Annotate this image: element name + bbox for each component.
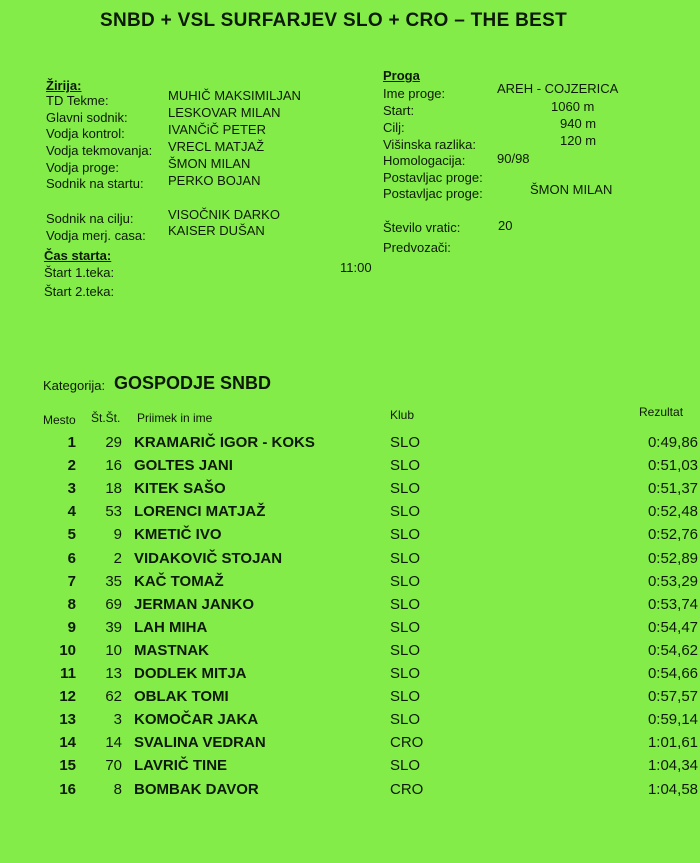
place-cell: 14	[59, 734, 76, 752]
bib-cell: 2	[113, 549, 122, 567]
table-row	[0, 781, 700, 803]
jury-label: Vodja tekmovanja:	[46, 143, 153, 158]
result-cell: 0:54,62	[647, 641, 698, 659]
club-cell: SLO	[390, 457, 421, 475]
club-cell: SLO	[390, 665, 421, 682]
course-finish-label: Cilj:	[383, 120, 405, 135]
jury-value: LESKOVAR MILAN	[168, 105, 281, 120]
course-gates-value: 20	[498, 218, 513, 233]
club-cell: CRO	[390, 780, 424, 798]
name-cell: BOMBAK DAVOR	[134, 780, 259, 798]
place-cell: 6	[67, 549, 76, 567]
place-cell: 10	[59, 641, 76, 659]
bib-cell: 8	[113, 780, 122, 798]
club-cell: SLO	[390, 480, 421, 498]
bib-cell: 70	[105, 757, 122, 775]
result-cell: 0:52,48	[647, 503, 698, 521]
table-row	[0, 573, 700, 595]
result-cell: 0:49,86	[647, 434, 698, 451]
bib-cell: 35	[105, 572, 122, 590]
table-row	[0, 619, 700, 641]
bib-cell: 39	[105, 618, 122, 636]
name-cell: SVALINA VEDRAN	[134, 734, 266, 752]
col-header-bib: Št.Št.	[91, 411, 121, 425]
bib-cell: 14	[105, 734, 122, 752]
name-cell: LORENCI MATJAŽ	[134, 503, 266, 521]
club-cell: SLO	[390, 526, 421, 544]
name-cell: JERMAN JANKO	[134, 595, 255, 613]
table-row	[0, 757, 700, 779]
course-name-label: Ime proge:	[383, 86, 446, 101]
jury-value: VRECL MATJAŽ	[168, 139, 265, 154]
club-cell: SLO	[390, 503, 421, 521]
jury-value: VISOČNIK DARKO	[168, 207, 280, 222]
start-time-heading: Čas starta:	[44, 248, 112, 263]
result-cell: 0:54,66	[647, 665, 698, 682]
place-cell: 1	[67, 434, 76, 451]
bib-cell: 3	[113, 711, 122, 729]
col-header-club: Klub	[390, 408, 415, 422]
table-row	[0, 642, 700, 664]
table-row	[0, 480, 700, 502]
place-cell: 7	[67, 572, 76, 590]
name-cell: LAH MIHA	[134, 618, 208, 636]
club-cell: SLO	[390, 711, 421, 729]
bib-cell: 13	[105, 665, 122, 682]
jury-value: IVANČiČ PETER	[168, 122, 266, 137]
name-cell: KAČ TOMAŽ	[134, 572, 224, 590]
result-cell: 0:51,37	[647, 480, 698, 498]
result-cell: 1:01,61	[647, 734, 698, 752]
result-cell: 0:53,29	[647, 572, 698, 590]
place-cell: 9	[67, 618, 76, 636]
result-cell: 0:52,89	[647, 549, 698, 567]
table-row	[0, 503, 700, 525]
col-header-result: Rezultat	[639, 405, 684, 419]
course-setter2-value: ŠMON MILAN	[530, 182, 613, 197]
table-row	[0, 434, 700, 456]
jury-label: TD Tekme:	[46, 93, 109, 108]
course-homologation-value: 90/98	[497, 151, 530, 166]
result-cell: 1:04,58	[647, 780, 698, 798]
club-cell: CRO	[390, 734, 424, 752]
club-cell: SLO	[390, 641, 421, 659]
jury-value: MUHIČ MAKSIMILJAN	[168, 88, 301, 103]
jury-label: Sodnik na startu:	[46, 176, 144, 191]
place-cell: 12	[59, 688, 76, 706]
course-start-value: 1060 m	[551, 99, 595, 114]
name-cell: OBLAK TOMI	[134, 688, 229, 706]
bib-cell: 69	[105, 595, 122, 613]
course-heading: Proga	[383, 68, 420, 83]
club-cell: SLO	[390, 595, 421, 613]
category-value: GOSPODJE SNBD	[114, 373, 272, 393]
jury-heading: Žirija:	[46, 78, 82, 93]
col-header-name: Priimek in ime	[137, 411, 213, 425]
bib-cell: 9	[113, 526, 122, 544]
start-run1-label: Štart 1.teka:	[44, 265, 115, 280]
name-cell: KITEK SAŠO	[134, 480, 226, 498]
course-name-value: AREH - COJZERICA	[497, 81, 619, 96]
table-row	[0, 688, 700, 710]
result-cell: 1:04,34	[647, 757, 698, 775]
result-cell: 0:59,14	[647, 711, 698, 729]
start-run2-label: Štart 2.teka:	[44, 284, 115, 299]
table-row	[0, 457, 700, 479]
name-cell: KMETIČ IVO	[134, 526, 222, 544]
jury-value: PERKO BOJAN	[168, 173, 261, 188]
table-row	[0, 711, 700, 733]
jury-label: Vodja proge:	[46, 160, 120, 175]
jury-label: Glavni sodnik:	[46, 110, 128, 125]
club-cell: SLO	[390, 549, 421, 567]
course-setter2-label: Postavljac proge:	[383, 186, 483, 201]
place-cell: 5	[67, 526, 76, 544]
result-cell: 0:51,03	[647, 457, 698, 475]
result-cell: 0:57,57	[647, 688, 698, 706]
name-cell: LAVRIČ TINE	[134, 757, 228, 775]
table-row	[0, 665, 700, 687]
result-cell: 0:52,76	[647, 526, 698, 544]
place-cell: 4	[67, 503, 76, 521]
table-row	[0, 596, 700, 618]
jury-label: Vodja kontrol:	[46, 126, 125, 141]
bib-cell: 10	[105, 641, 122, 659]
course-setter1-label: Postavljac proge:	[383, 170, 483, 185]
place-cell: 15	[59, 757, 76, 775]
place-cell: 8	[67, 595, 76, 613]
table-row	[0, 550, 700, 572]
place-cell: 13	[59, 711, 76, 729]
course-vertical-value: 120 m	[560, 133, 597, 148]
name-cell: KOMOČAR JAKA	[134, 711, 259, 729]
result-cell: 0:53,74	[647, 595, 698, 613]
table-row	[0, 526, 700, 548]
place-cell: 2	[67, 457, 76, 475]
bib-cell: 18	[105, 480, 122, 498]
bib-cell: 62	[105, 688, 122, 706]
place-cell: 16	[59, 780, 76, 798]
name-cell: MASTNAK	[134, 641, 209, 659]
course-forerunners-label: Predvozači:	[383, 240, 451, 255]
category-label: Kategorija:	[43, 378, 106, 393]
jury-value: KAISER DUŠAN	[168, 223, 265, 238]
table-row	[0, 734, 700, 756]
jury-label: Sodnik na cilju:	[46, 211, 134, 226]
club-cell: SLO	[390, 688, 421, 706]
bib-cell: 29	[105, 434, 122, 451]
place-cell: 11	[60, 665, 76, 682]
name-cell: VIDAKOVIČ STOJAN	[134, 549, 283, 567]
bib-cell: 16	[105, 457, 122, 475]
result-cell: 0:54,47	[647, 618, 698, 636]
club-cell: SLO	[390, 618, 421, 636]
col-header-place: Mesto	[43, 413, 76, 427]
name-cell: DODLEK MITJA	[134, 665, 247, 682]
name-cell: KRAMARIČ IGOR - KOKS	[134, 434, 315, 451]
club-cell: SLO	[390, 757, 421, 775]
jury-value: ŠMON MILAN	[168, 156, 251, 171]
bib-cell: 53	[105, 503, 122, 521]
course-start-label: Start:	[383, 103, 415, 118]
club-cell: SLO	[390, 434, 421, 451]
start-run1-time: 11:00	[340, 260, 372, 275]
page-title: SNBD + VSL SURFARJEV SLO + CRO – THE BEST	[100, 10, 567, 31]
place-cell: 3	[67, 480, 76, 498]
club-cell: SLO	[390, 572, 421, 590]
course-vertical-label: Višinska razlika:	[383, 137, 476, 152]
course-finish-value: 940 m	[560, 116, 597, 131]
course-homologation-label: Homologacija:	[383, 153, 466, 168]
course-gates-label: Število vratic:	[383, 220, 461, 235]
jury-label: Vodja merj. casa:	[46, 228, 146, 243]
name-cell: GOLTES JANI	[134, 457, 233, 475]
